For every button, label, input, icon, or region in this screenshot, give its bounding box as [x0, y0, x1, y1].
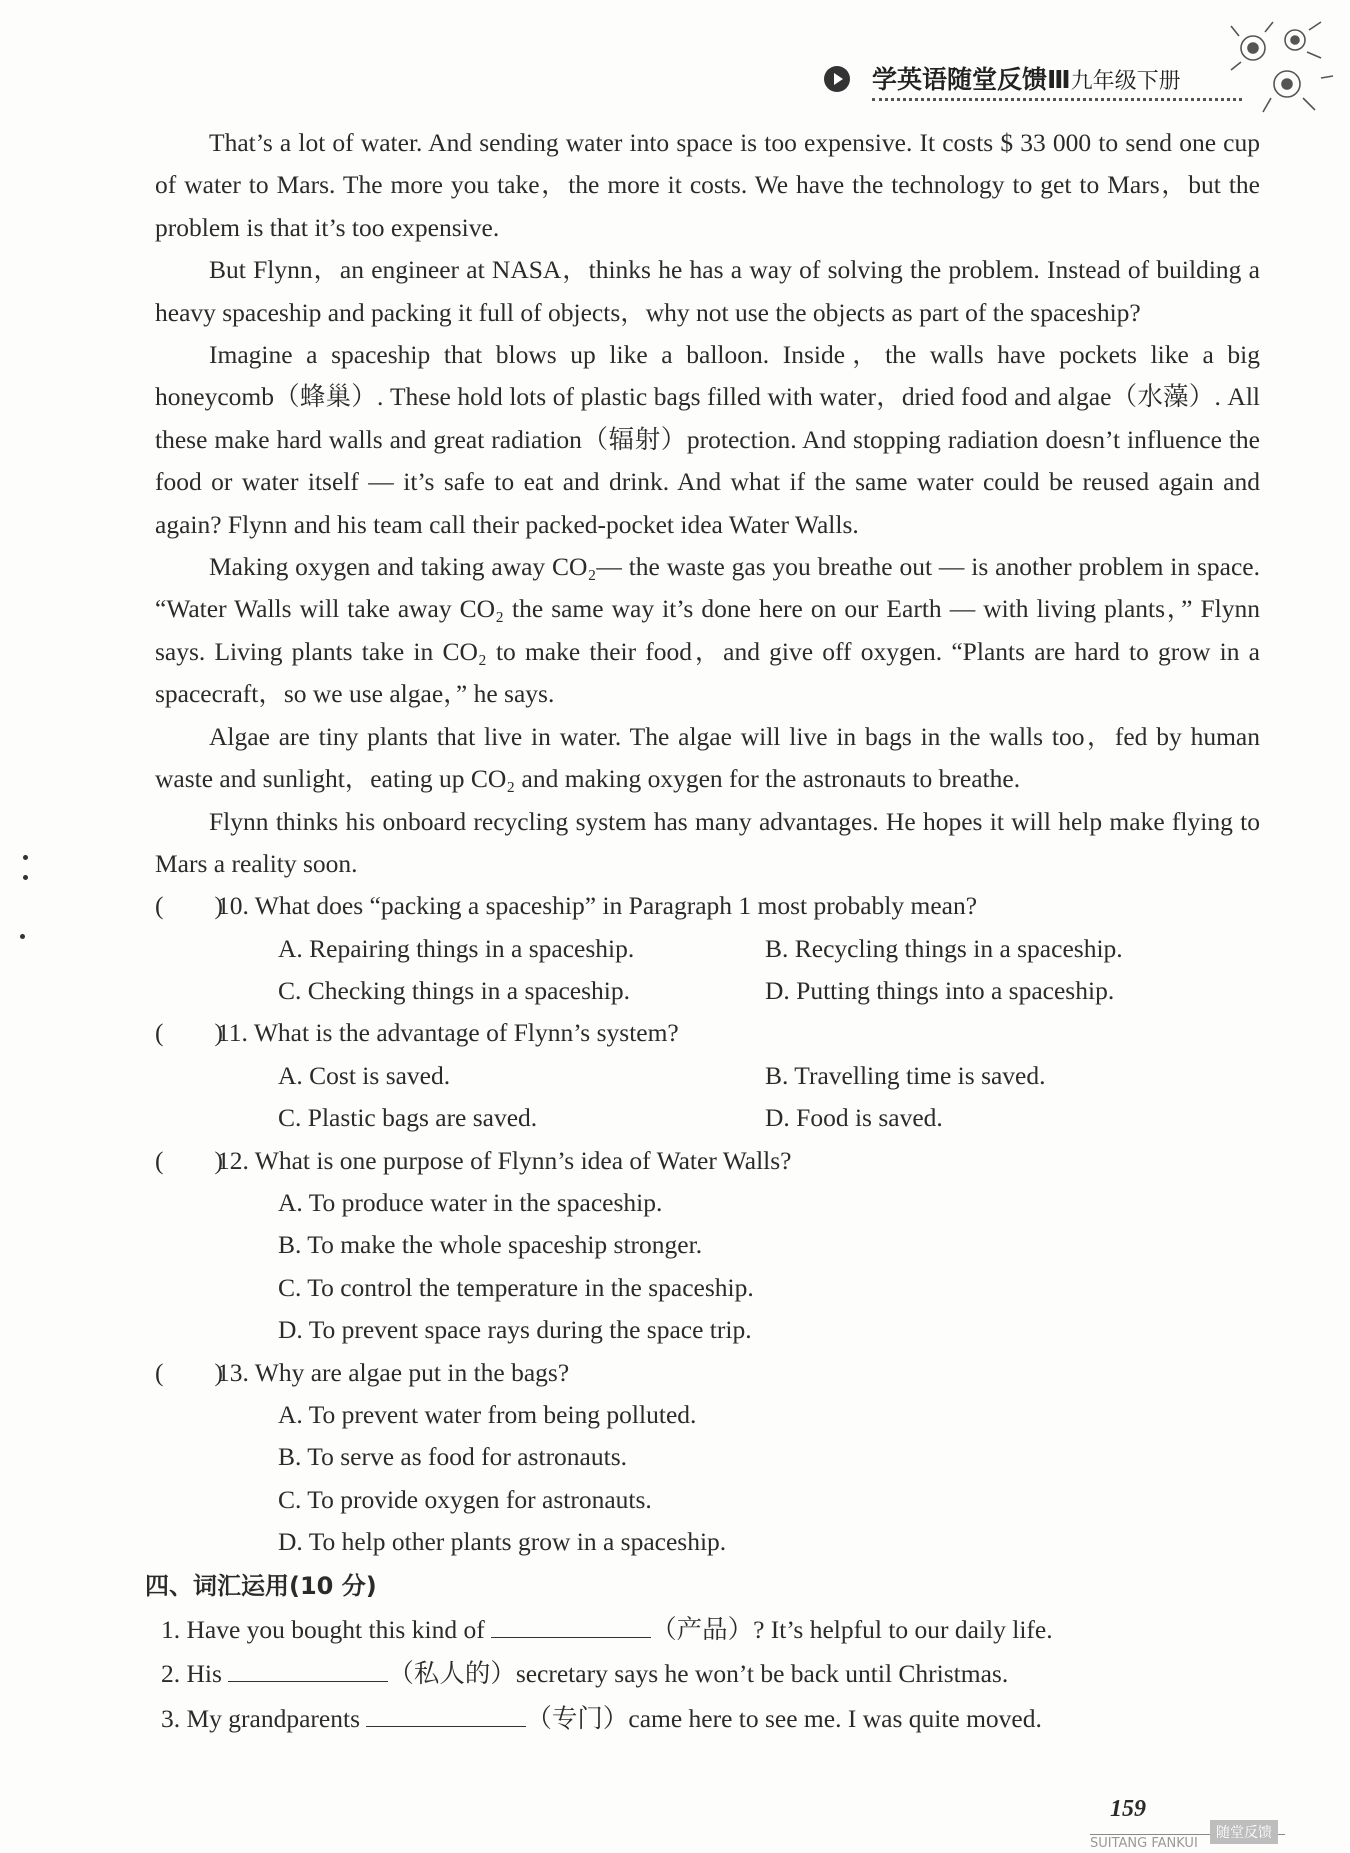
section-heading: 四、词汇运用(10 分)	[145, 1571, 377, 1600]
option-a: A. To prevent water from being polluted.	[278, 1400, 697, 1429]
fill-text-after: （专门）came here to see me. I was quite moved.	[526, 1703, 1042, 1733]
question-12	[155, 1140, 1260, 1182]
book-title	[872, 60, 1181, 96]
option-row	[155, 1394, 1260, 1436]
option-d: D. To prevent space rays during the space trip.	[278, 1315, 752, 1345]
question-stem: 13. Why are algae put in the bags?	[217, 1357, 570, 1387]
option-a: A. Cost is saved.	[278, 1060, 451, 1090]
answer-blank[interactable]	[491, 1609, 651, 1638]
passage-paragraph-2: But Flynn，an engineer at NASA，thinks he has a way of solving the problem. Instead of building a heavy spaceship and packing it full of objects，why not use the objects as part of the spaceship?	[155, 255, 1260, 327]
passage-paragraph-1: That’s a lot of water. And sending water into space is too expensive. It costs $ 33 000 to send one cup of water to Mars. The more you take，the more it costs. We have the technology to get to Mars，but the problem is that it’s too expensive.	[155, 128, 1260, 242]
passage-paragraph-3: Imagine a spaceship that blows up like a balloon. Inside，the walls have pockets like a big honeycomb（蜂巢）. These hold lots of plastic bags filled with water，dried food and algae（水藻）. All these make hard walls and great radiation（辐射）protection. And stopping radiation doesn’t influence the food or water itself — it’s safe to eat and drink. And what if the same water could be reused again and again? Flynn and his team call their packed-pocket idea Water Walls.	[155, 340, 1261, 539]
answer-paren[interactable]: ( )	[155, 891, 223, 921]
option-row	[155, 1436, 1260, 1478]
fill-item-3	[155, 1697, 1260, 1742]
question-stem: 10. What does “packing a spaceship” in Paragraph 1 most probably mean?	[217, 891, 978, 921]
footer-brand: SUITANG FANKUI	[1090, 1836, 1198, 1851]
option-c: C. Plastic bags are saved.	[278, 1103, 538, 1133]
fill-text-before: 3. My grandparents	[161, 1703, 367, 1733]
option-row	[155, 1309, 1260, 1351]
option-a: A. To produce water in the spaceship.	[278, 1188, 663, 1218]
option-row	[155, 1267, 1260, 1309]
option-row	[155, 1479, 1260, 1521]
options-row	[155, 1097, 1260, 1139]
option-d: D. Putting things into a spaceship.	[765, 976, 1115, 1006]
option-c: C. Checking things in a spaceship.	[278, 976, 630, 1006]
option-c: C. To provide oxygen for astronauts.	[278, 1484, 652, 1514]
fill-text-before: 1. Have you bought this kind of	[161, 1614, 492, 1644]
header-dotted-rule	[872, 98, 1242, 101]
flower-decoration-icon	[1225, 18, 1340, 118]
answer-paren[interactable]: ( )	[155, 1145, 223, 1175]
options-row	[155, 970, 1260, 1012]
answer-blank[interactable]	[366, 1698, 526, 1727]
fill-item-1	[155, 1608, 1260, 1653]
play-icon	[824, 66, 850, 92]
option-row	[155, 1182, 1260, 1224]
option-b: B. To serve as food for astronauts.	[278, 1442, 628, 1472]
option-row	[155, 1224, 1260, 1266]
fill-text-after: （私人的）secretary says he won’t be back until Christmas.	[388, 1659, 1009, 1689]
page-header	[820, 58, 1270, 98]
passage-paragraph-5: Algae are tiny plants that live in water. The algae will live in bags in the walls too，fed by human waste and sunlight，eating up CO₂ and making oxygen for the astronauts to breathe.	[155, 721, 1260, 794]
page-number: 159	[1110, 1796, 1146, 1822]
question-stem: 12. What is one purpose of Flynn’s idea of Water Walls?	[217, 1145, 792, 1175]
footer-badge: 随堂反馈	[1210, 1820, 1278, 1844]
option-row	[155, 1521, 1260, 1563]
book-title-text: 学英语随堂反馈Ⅲ	[872, 65, 1071, 94]
passage-paragraph-6: Flynn thinks his onboard recycling system has many advantages. He hopes it will help make flying to Mars a reality soon.	[155, 806, 1260, 878]
fill-text-before: 2. His	[161, 1659, 229, 1689]
option-b: B. Recycling things in a spaceship.	[765, 933, 1123, 963]
passage-paragraph-4: Making oxygen and taking away CO₂— the waste gas you breathe out — is another problem in space. “Water Walls will take away CO₂ the same way it’s done here on our Earth — with living plants，” Flynn says. Living plants take in CO₂ to make their food，and give off oxygen. “Plants are hard to grow in a spacecraft，so we use algae，” he says.	[155, 552, 1260, 709]
option-b: B. Travelling time is saved.	[765, 1060, 1046, 1090]
option-a: A. Repairing things in a spaceship.	[278, 933, 635, 963]
question-11	[155, 1012, 1260, 1054]
option-d: D. Food is saved.	[765, 1103, 943, 1133]
options-row	[155, 928, 1260, 970]
question-13	[155, 1352, 1260, 1394]
margin-mark	[23, 855, 28, 860]
question-10	[155, 885, 1260, 927]
answer-blank[interactable]	[228, 1653, 388, 1682]
answer-paren[interactable]: ( )	[155, 1357, 223, 1387]
answer-paren[interactable]: ( )	[155, 1018, 223, 1048]
fill-item-2	[155, 1652, 1260, 1697]
question-stem: 11. What is the advantage of Flynn’s system?	[217, 1018, 679, 1048]
grade-label: 九年级下册	[1070, 69, 1181, 94]
page-content	[145, 122, 1261, 1741]
option-c: C. To control the temperature in the spaceship.	[278, 1272, 754, 1302]
options-row	[155, 1055, 1260, 1097]
margin-mark	[20, 934, 25, 939]
option-d: D. To help other plants grow in a spaceship.	[278, 1527, 727, 1557]
margin-mark	[23, 875, 28, 880]
fill-text-after: （产品）? It’s helpful to our daily life.	[651, 1614, 1053, 1644]
option-b: B. To make the whole spaceship stronger.	[278, 1230, 703, 1260]
